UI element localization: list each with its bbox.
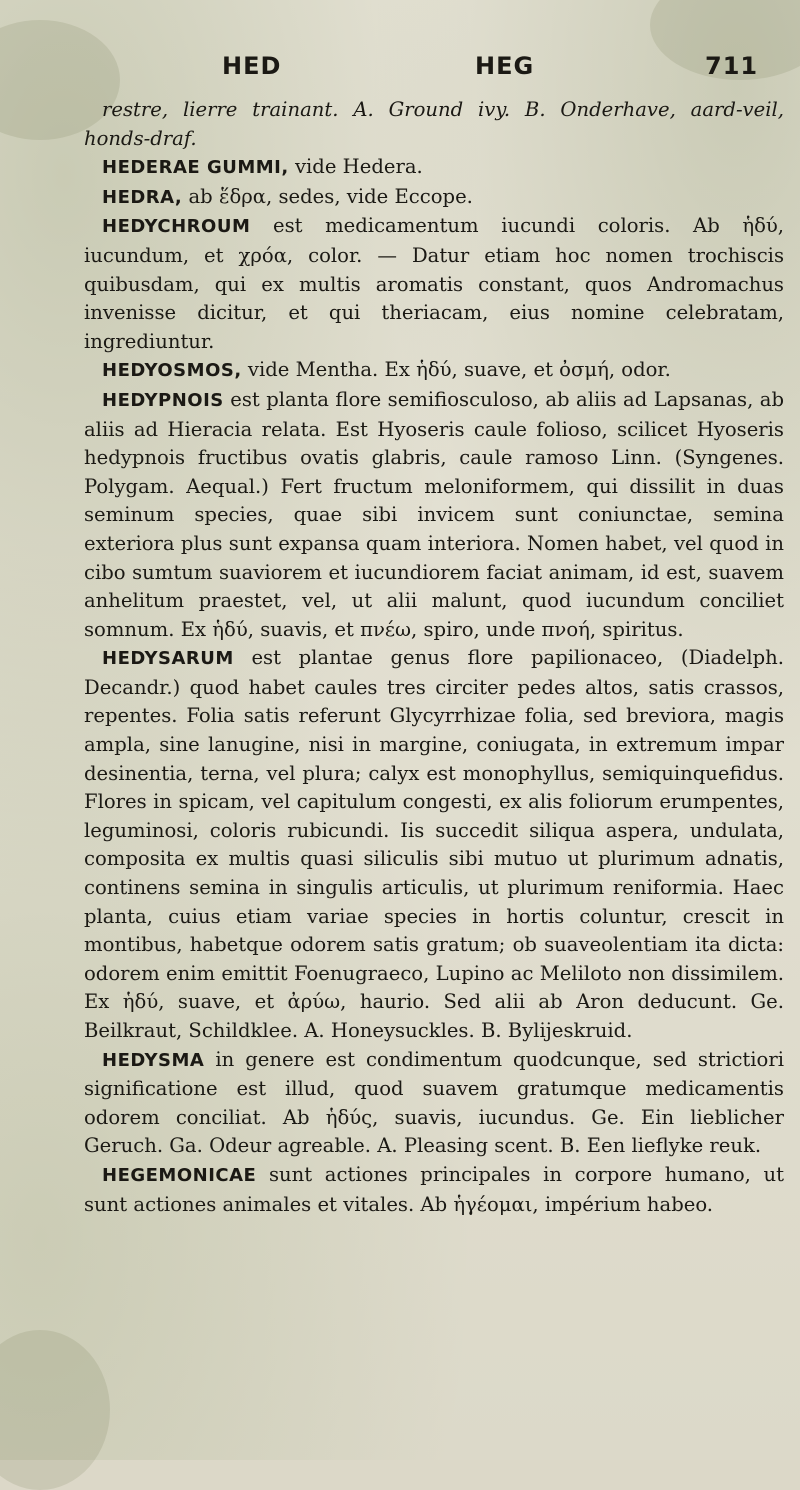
header-right-word: HEG (475, 52, 535, 80)
entry-headword: HEDRA, (102, 186, 183, 208)
dictionary-entry (84, 212, 784, 356)
entry-text: vide Hedera. (294, 155, 423, 179)
entry-text: est planta flore semifiosculoso, ab aliis ad Lapsanas, ab aliis ad Hieracia relata. Est Hyoseris caule folioso, scilicet Hyoseris hedypnois fructibus ovatis glabris, caule ramoso Linn. (Syngenes. Polygam. Aequal.) Fert fructum meloniformem, qui dissilit in duas seminum species, quae sibi invicem sunt coniunctae, semina exteriora plus sunt expansa quam interiora. Nomen habet, vel quod in cibo sumtum suaviorem et iucundiorem faciat animam, id est, suavem anhelitum praestet, vel, ut alii malunt, quod iucundum conciliet somnum. Ex ἡδύ, suavis, et πνέω, spiro, unde πνοή, spiritus. (84, 387, 784, 641)
entry-text: sunt actiones principales in corpore humano, ut sunt actiones animales et vitales. Ab ἡγέομαι, impérium habeo. (84, 1162, 784, 1216)
entry-text: in genere est condimentum quodcunque, sed strictiori significatione est illud, quod suavem gratumque medicamentis odorem conciliat. Ab ἡδύς, suavis, iucundus. Ge. Ein lieblicher Geruch. Ga. Odeur agreable. A. Pleasing scent. B. Een lieflyke reuk. (84, 1047, 784, 1158)
dictionary-entry (84, 644, 784, 1045)
dictionary-entry (84, 1161, 784, 1219)
entry-headword: HEDERAE GUMMI, (102, 157, 289, 179)
entry-headword: HEDYSMA (102, 1049, 205, 1071)
entry-headword: HEDYOSMOS, (102, 360, 242, 382)
continued-entry: restre, lierre trainant. A. Ground ivy. B. Onderhave, aard-veil, honds-draf. (84, 98, 784, 150)
entry-text: ab ἕδρα, sedes, vide Eccope. (188, 184, 473, 208)
dictionary-entry (84, 183, 784, 213)
page-body (84, 96, 784, 1219)
paper-stain (0, 1330, 110, 1490)
entry-headword: HEDYSARUM (102, 648, 234, 670)
header-left-word: HED (222, 52, 282, 80)
running-header (0, 52, 800, 92)
dictionary-entry (84, 1046, 784, 1161)
entry-text: est plantae genus flore papilionaceo, (Diadelph. Decandr.) quod habet caules tres circiter pedes altos, satis crassos, repentes. Folia satis referunt Glycyrrhizae folia, sed breviora, magis ampla, sine lanugine, nisi in margine, coniugata, in extremum impar desinentia, terna, vel plura; calyx est monophyllus, semiquinquefidus. Flores in spicam, vel capitulum congesti, ex alis foliorum erumpentes, leguminosi, coloris rubicundi. Iis succedit siliqua aspera, undulata, composita ex multis quasi siliculis sibi mutuo ut plurimum adnatis, continens semina in singulis articulis, ut plurimum reniformia. Haec planta, cuius etiam variae species in hortis coluntur, crescit in montibus, habetque odorem satis gratum; ob suaveolentiam ita dicta: odorem enim emittit Foenugraeco, Lupino ac Meliloto non dissimilem. Ex ἡδύ, suave, et ἀρύω, haurio. Sed alii ab Aron deducunt. Ge. Beilkraut, Schildklee. A. Honeysuckles. B. Bylijeskruid. (84, 646, 784, 1042)
entry-text: est medicamentum iucundi coloris. Ab ἡδύ, iucundum, et χρόα, color. — Datur etiam hoc nomen trochiscis quibusdam, qui ex multis aromatis constant, quos Andromachus invenisse dicitur, et qui theriacam, eius nomine celebratam, ingrediuntur. (84, 214, 785, 353)
page-number: 711 (705, 52, 759, 80)
entry-text: vide Mentha. Ex ἡδύ, suave, et ὀσμή, odor. (247, 358, 671, 382)
entry-headword: HEDYPNOIS (102, 389, 224, 411)
dictionary-entry (84, 386, 784, 644)
dictionary-entry (84, 153, 784, 183)
dictionary-entry (84, 356, 784, 386)
entry-headword: HEDYCHROUM (102, 216, 251, 238)
entry-headword: HEGEMONICAE (102, 1164, 257, 1186)
